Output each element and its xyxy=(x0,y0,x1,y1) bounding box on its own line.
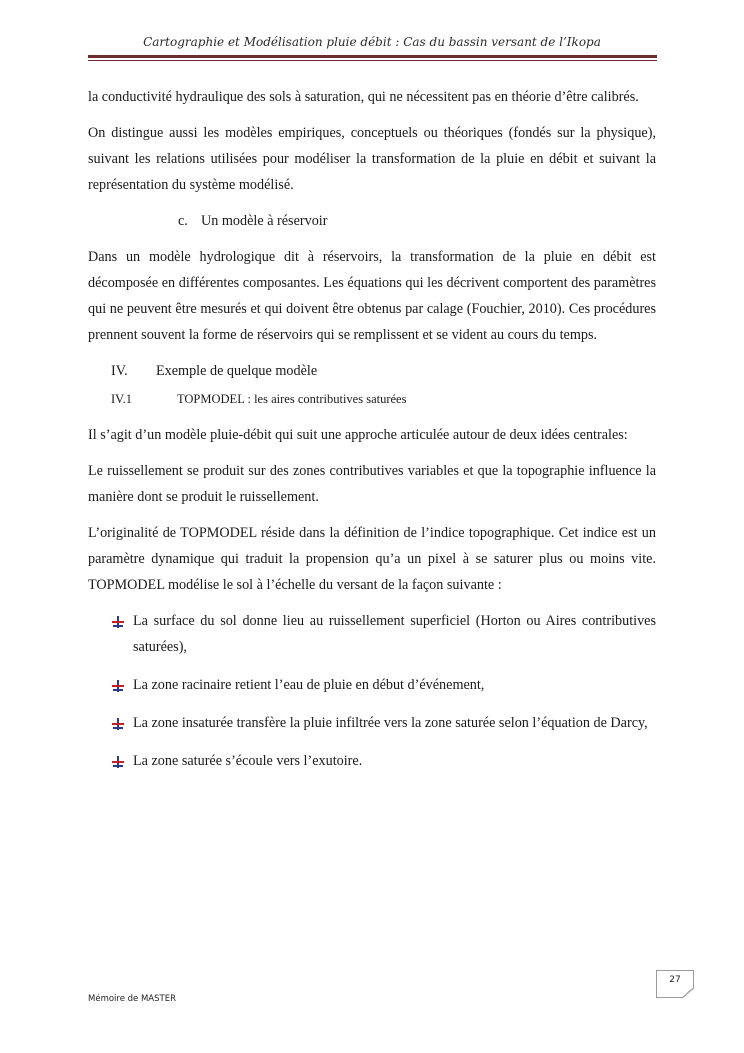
running-header-title: Cartographie et Modélisation pluie débit : Cas du bassin versant de l’Ikopa xyxy=(143,35,601,49)
bullet-list xyxy=(88,608,656,774)
arrow-cross-bullet-icon xyxy=(112,680,124,692)
paragraph-2: On distingue aussi les modèles empiriques, conceptuels ou théoriques (fondés sur la physique), suivant les relations utilisées pour modéliser la transformation de la pluie en débit et suivant la représentation du système modélisé. xyxy=(88,125,656,193)
header-rule xyxy=(88,55,657,58)
list-item xyxy=(88,672,656,698)
section-heading-iv xyxy=(88,358,656,384)
paragraph-6: L’originalité de TOPMODEL réside dans la définition de l’indice topographique. Cet indice est un paramètre dynamique qui traduit la propension qu’a un pixel à se saturer plus ou moins vite. TOPMODEL modélise le sol à l’échelle du versant de la façon suivante : xyxy=(88,525,656,593)
paragraph-4: Il s’agit d’un modèle pluie-débit qui suit une approche articulée autour de deux idées centrales: xyxy=(88,427,628,443)
section-iv-number: IV. xyxy=(111,363,128,379)
bullet-text: La zone racinaire retient l’eau de pluie en début d’événement, xyxy=(133,677,485,693)
subheading-c-text: Un modèle à réservoir xyxy=(201,213,328,229)
list-item xyxy=(88,748,656,774)
page-number-box xyxy=(656,970,694,998)
section-iv-title: Exemple de quelque modèle xyxy=(156,363,318,379)
footer-text: Mémoire de MASTER xyxy=(88,994,176,1004)
subsection-iv-1-number: IV.1 xyxy=(111,392,132,406)
subheading-c xyxy=(88,208,656,234)
arrow-cross-bullet-icon xyxy=(112,718,124,730)
paragraph-1: la conductivité hydraulique des sols à saturation, qui ne nécessitent pas en théorie d’être calibrés. xyxy=(88,89,639,105)
bullet-text: La zone insaturée transfère la pluie infiltrée vers la zone saturée selon l’équation de Darcy, xyxy=(133,715,648,731)
paragraph-3: Dans un modèle hydrologique dit à réservoirs, la transformation de la pluie en débit est décomposée en différentes composantes. Les équations qui les décrivent comportent des paramètres qui ne peuvent être mesurés et qui doivent être obtenus par calage (Fouchier, 2010). Ces procédures prennent souvent la forme de réservoirs qui se remplissent et se vident au cours du temps. xyxy=(88,249,656,343)
arrow-cross-bullet-icon xyxy=(112,756,124,768)
list-item xyxy=(88,710,656,736)
bullet-text: La zone saturée s’écoule vers l’exutoire. xyxy=(133,753,363,769)
list-item xyxy=(88,608,656,660)
page-curl-icon xyxy=(682,988,694,998)
paragraph-5: Le ruissellement se produit sur des zones contributives variables et que la topographie influence la manière dont se produit le ruissellement. xyxy=(88,463,656,505)
subsection-heading-iv-1 xyxy=(88,386,656,412)
header-rule-thin xyxy=(88,60,657,61)
subsection-iv-1-title: TOPMODEL : les aires contributives saturées xyxy=(177,392,407,406)
bullet-text: La surface du sol donne lieu au ruissellement superficiel (Horton ou Aires contributives saturées), xyxy=(133,613,656,655)
page-number: 27 xyxy=(669,975,681,985)
subheading-c-label: c. xyxy=(178,213,188,229)
arrow-cross-bullet-icon xyxy=(112,616,124,628)
page-content xyxy=(88,84,656,774)
